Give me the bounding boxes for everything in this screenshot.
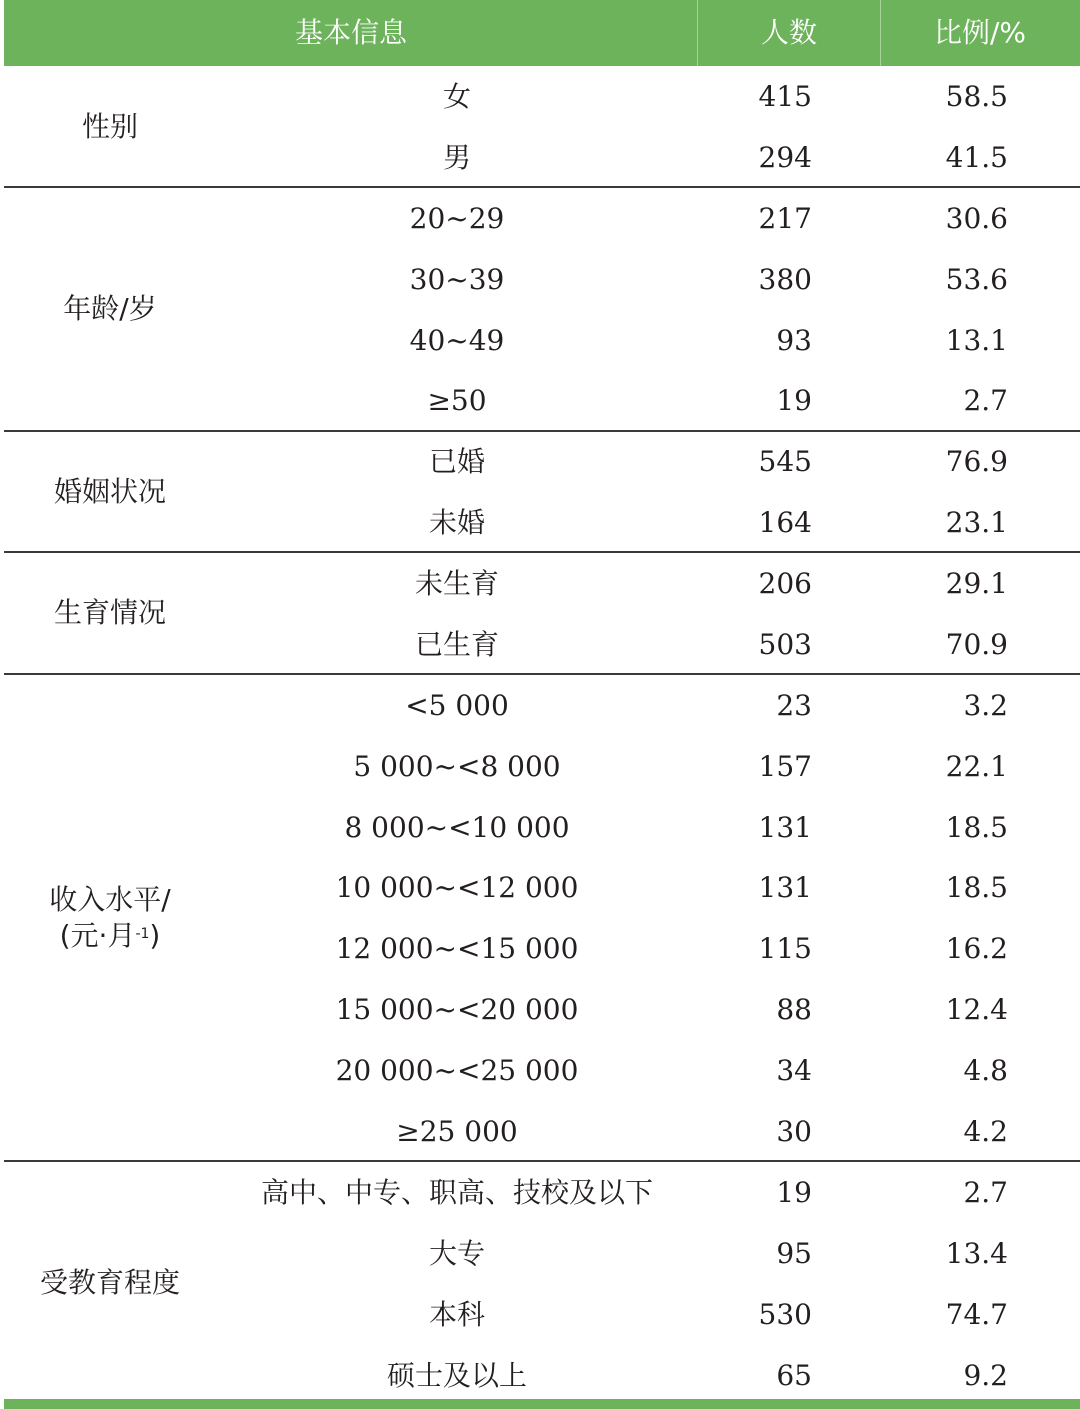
header-basic-info: 基本信息 xyxy=(294,16,407,49)
row-item: <5 000 xyxy=(405,689,509,722)
table-row xyxy=(0,675,1080,736)
category-marriage: 婚姻状况 xyxy=(53,475,166,508)
table-row xyxy=(0,249,1080,310)
row-count: 65 xyxy=(776,1359,812,1392)
row-item: 男 xyxy=(442,141,471,174)
row-percent: 2.7 xyxy=(963,384,1008,417)
row-item: ≥25 000 xyxy=(396,1115,518,1148)
table-row xyxy=(0,188,1080,249)
row-count: 88 xyxy=(776,993,812,1026)
row-percent: 3.2 xyxy=(963,689,1008,722)
row-percent: 16.2 xyxy=(945,932,1008,965)
row-percent: 30.6 xyxy=(945,202,1008,235)
row-item: 8 000~<10 000 xyxy=(344,811,570,844)
row-percent: 76.9 xyxy=(945,445,1008,478)
row-count: 415 xyxy=(758,80,812,113)
row-count: 19 xyxy=(776,1176,812,1209)
row-count: 19 xyxy=(776,384,812,417)
table-row xyxy=(0,1345,1080,1406)
row-item: 已生育 xyxy=(414,628,499,661)
income-unit-suffix: ) xyxy=(149,919,161,952)
row-count: 115 xyxy=(758,932,812,965)
income-unit-exponent: -1 xyxy=(135,926,150,942)
row-item: 30~39 xyxy=(409,263,505,296)
row-item: 15 000~<20 000 xyxy=(335,993,579,1026)
table-row xyxy=(0,1284,1080,1345)
table-row xyxy=(0,431,1080,492)
row-percent: 18.5 xyxy=(945,871,1008,904)
category-education: 受教育程度 xyxy=(39,1266,180,1299)
row-item: 大专 xyxy=(428,1237,485,1270)
table-row xyxy=(0,614,1080,675)
row-count: 30 xyxy=(776,1115,812,1148)
row-count: 294 xyxy=(758,141,812,174)
table-bottom-bar xyxy=(4,1399,1080,1409)
row-item: 20~29 xyxy=(409,202,505,235)
row-count: 545 xyxy=(758,445,812,478)
row-count: 164 xyxy=(758,506,812,539)
category-fertility: 生育情况 xyxy=(53,596,166,629)
row-percent: 74.7 xyxy=(945,1298,1008,1331)
table-row xyxy=(0,492,1080,553)
header-count: 人数 xyxy=(760,16,817,49)
row-item: 本科 xyxy=(428,1298,485,1331)
row-item: 高中、中专、职高、技校及以下 xyxy=(260,1176,653,1209)
row-percent: 70.9 xyxy=(945,628,1008,661)
table-row xyxy=(0,797,1080,858)
row-percent: 58.5 xyxy=(945,80,1008,113)
category-gender: 性别 xyxy=(81,110,138,143)
row-count: 206 xyxy=(758,567,812,600)
table-row xyxy=(0,127,1080,188)
row-percent: 29.1 xyxy=(945,567,1008,600)
table-row xyxy=(0,736,1080,797)
row-percent: 12.4 xyxy=(945,993,1008,1026)
row-percent: 22.1 xyxy=(945,750,1008,783)
row-percent: 18.5 xyxy=(945,811,1008,844)
row-percent: 13.4 xyxy=(945,1237,1008,1270)
table-row xyxy=(0,310,1080,371)
header-percent: 比例/% xyxy=(933,16,1027,49)
row-item: 5 000~<8 000 xyxy=(353,750,561,783)
row-count: 380 xyxy=(758,263,812,296)
row-count: 217 xyxy=(758,202,812,235)
income-unit-prefix: (元·月 xyxy=(59,919,136,952)
table-row xyxy=(0,66,1080,127)
row-item: 硕士及以上 xyxy=(386,1359,527,1392)
table-row xyxy=(0,857,1080,918)
row-item: ≥50 xyxy=(427,384,487,417)
table-row xyxy=(0,1101,1080,1162)
row-item: 20 000~<25 000 xyxy=(335,1054,579,1087)
table-row xyxy=(0,553,1080,614)
table-row xyxy=(0,918,1080,979)
row-percent: 23.1 xyxy=(945,506,1008,539)
row-item: 已婚 xyxy=(428,445,485,478)
table-row xyxy=(0,1040,1080,1101)
row-percent: 9.2 xyxy=(963,1359,1008,1392)
row-item: 未生育 xyxy=(414,567,499,600)
row-percent: 53.6 xyxy=(945,263,1008,296)
row-count: 131 xyxy=(758,871,812,904)
row-item: 女 xyxy=(442,80,471,113)
row-percent: 4.8 xyxy=(963,1054,1008,1087)
row-count: 95 xyxy=(776,1237,812,1270)
row-count: 34 xyxy=(776,1054,812,1087)
row-item: 12 000~<15 000 xyxy=(335,932,579,965)
row-percent: 2.7 xyxy=(963,1176,1008,1209)
row-count: 93 xyxy=(776,324,812,357)
row-count: 530 xyxy=(758,1298,812,1331)
table-row xyxy=(0,370,1080,431)
category-income-line1: 收入水平/ xyxy=(49,883,171,916)
table-row xyxy=(0,979,1080,1040)
row-count: 157 xyxy=(758,750,812,783)
row-percent: 13.1 xyxy=(945,324,1008,357)
row-count: 131 xyxy=(758,811,812,844)
table-row xyxy=(0,1223,1080,1284)
row-item: 10 000~<12 000 xyxy=(335,871,579,904)
row-item: 未婚 xyxy=(428,506,485,539)
row-count: 23 xyxy=(776,689,812,722)
row-count: 503 xyxy=(758,628,812,661)
category-age: 年龄/岁 xyxy=(63,292,157,325)
row-item: 40~49 xyxy=(409,324,505,357)
table-row xyxy=(0,1162,1080,1223)
row-percent: 41.5 xyxy=(945,141,1008,174)
row-percent: 4.2 xyxy=(963,1115,1008,1148)
